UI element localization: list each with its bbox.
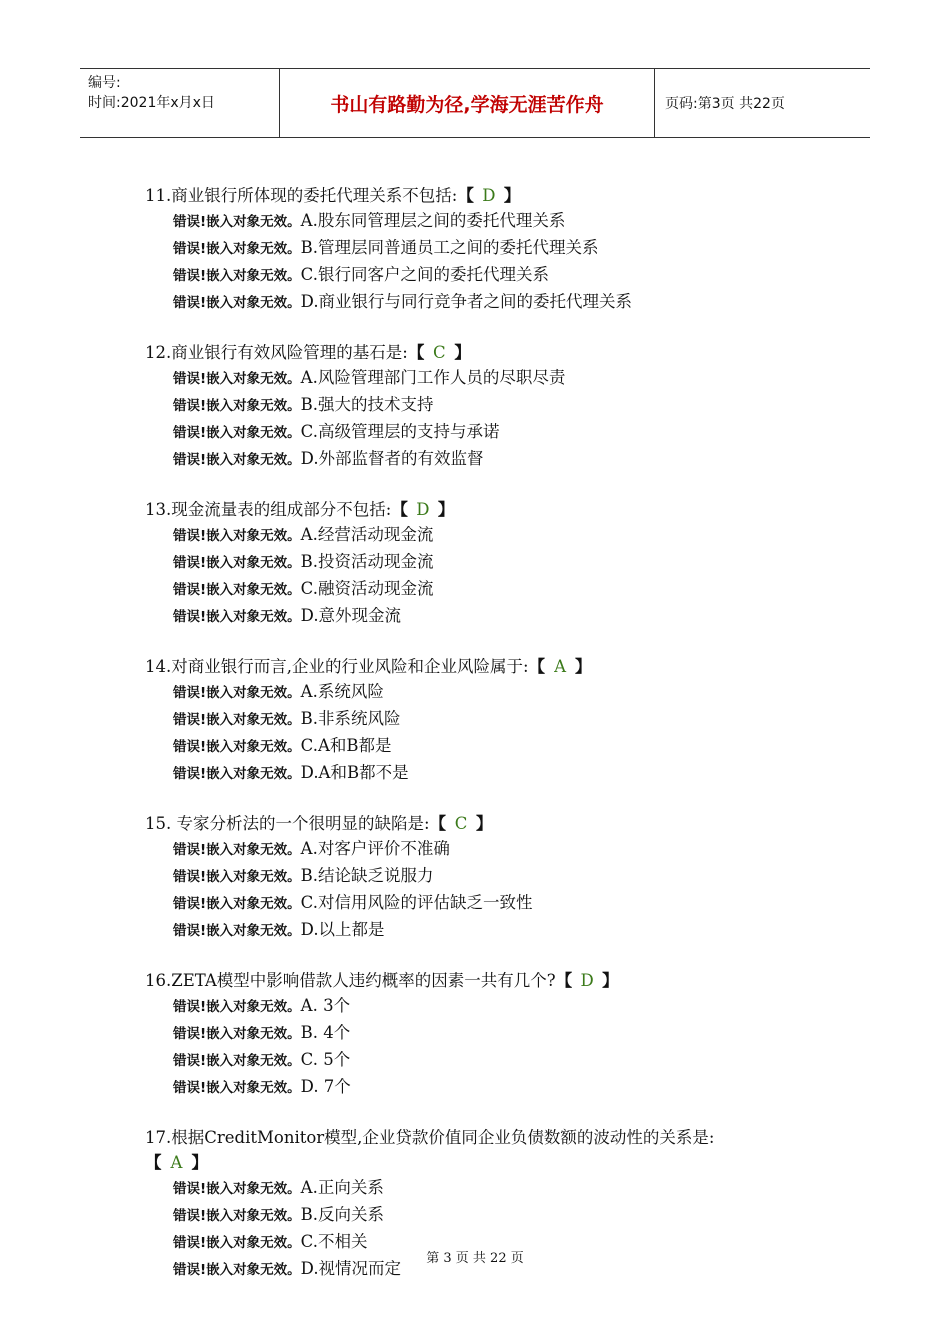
header-page-info: 页码:第3页 共22页	[665, 96, 785, 112]
option-text: A.经营活动现金流	[300, 525, 434, 544]
error-text: 错误!嵌入对象无效。	[173, 1053, 301, 1069]
error-text: 错误!嵌入对象无效。	[173, 1262, 301, 1278]
option-text: B.反向关系	[300, 1205, 385, 1224]
number-label: 编号:	[88, 75, 121, 91]
option	[145, 679, 825, 706]
time-label: 时间:2021年x月x日	[88, 95, 215, 111]
stem-text: 17.根据CreditMonitor模型,企业贷款价值同企业负债数额的波动性的关系是:	[145, 1128, 715, 1147]
answer: A	[554, 657, 566, 676]
bracket-open: 【	[429, 814, 447, 833]
option-text: A.对客户评价不准确	[300, 839, 450, 858]
option	[145, 1175, 825, 1202]
error-text: 错误!嵌入对象无效。	[173, 923, 301, 939]
option-text: B.投资活动现金流	[300, 552, 434, 571]
error-text: 错误!嵌入对象无效。	[173, 739, 301, 755]
bracket-open: 【	[457, 186, 474, 205]
option-text: C.对信用风险的评估缺乏一致性	[300, 893, 533, 912]
bracket-open: 【	[528, 657, 546, 676]
option-text: A.正向关系	[300, 1178, 384, 1197]
bracket-open: 【	[555, 971, 573, 990]
option-text: C.融资活动现金流	[300, 579, 434, 598]
option	[145, 522, 825, 549]
option-text: B.管理层同普通员工之间的委托代理关系	[300, 238, 599, 257]
error-text: 错误!嵌入对象无效。	[173, 766, 301, 782]
question-list	[145, 183, 825, 1307]
header-left-cell	[80, 69, 280, 137]
option	[145, 760, 825, 787]
option	[145, 1074, 825, 1101]
page-footer: 第 3 页 共 22 页	[426, 1251, 524, 1266]
stem-text: 16.ZETA模型中影响借款人违约概率的因素一共有几个?	[145, 971, 556, 990]
option-text: A.系统风险	[300, 682, 384, 701]
error-text: 错误!嵌入对象无效。	[173, 1080, 301, 1096]
error-text: 错误!嵌入对象无效。	[173, 555, 301, 571]
option-text: C.A和B都是	[300, 736, 392, 755]
error-text: 错误!嵌入对象无效。	[173, 1181, 301, 1197]
answer: C	[433, 343, 446, 362]
error-text: 错误!嵌入对象无效。	[173, 1208, 301, 1224]
error-text: 错误!嵌入对象无效。	[173, 241, 301, 257]
option	[145, 733, 825, 760]
option-text: C.不相关	[300, 1232, 368, 1251]
error-text: 错误!嵌入对象无效。	[173, 582, 301, 598]
option	[145, 392, 825, 419]
error-text: 错误!嵌入对象无效。	[173, 712, 301, 728]
answer: C	[454, 814, 468, 833]
question-13	[145, 497, 825, 630]
stem-text: 13.现金流量表的组成部分不包括:	[145, 500, 392, 519]
error-text: 错误!嵌入对象无效。	[173, 842, 301, 858]
answer: D	[416, 500, 430, 519]
bracket-close: 】	[575, 657, 592, 676]
error-text: 错误!嵌入对象无效。	[173, 685, 301, 701]
question-stem	[145, 497, 825, 522]
option-text: B.非系统风险	[300, 709, 401, 728]
bracket-close: 】	[602, 971, 619, 990]
bracket-open: 【	[391, 500, 408, 519]
option	[145, 917, 825, 944]
option	[145, 1202, 825, 1229]
option	[145, 603, 825, 630]
error-text: 错误!嵌入对象无效。	[173, 452, 301, 468]
option	[145, 836, 825, 863]
option	[145, 576, 825, 603]
option	[145, 208, 825, 235]
bracket-open: 【	[145, 1153, 162, 1172]
bracket-close: 】	[191, 1153, 208, 1172]
error-text: 错误!嵌入对象无效。	[173, 268, 301, 284]
question-16	[145, 968, 825, 1101]
option	[145, 1020, 825, 1047]
question-stem	[145, 968, 825, 993]
option-text: D. 7个	[300, 1077, 351, 1096]
question-14	[145, 654, 825, 787]
question-stem	[145, 811, 825, 836]
option	[145, 446, 825, 473]
error-text: 错误!嵌入对象无效。	[173, 295, 301, 311]
option-text: D.以上都是	[300, 920, 385, 939]
answer: D	[482, 186, 496, 205]
option	[145, 289, 825, 316]
stem-text: 15. 专家分析法的一个很明显的缺陷是:	[145, 814, 430, 833]
stem-text: 14.对商业银行而言,企业的行业风险和企业风险属于:	[145, 657, 529, 676]
option-text: D.外部监督者的有效监督	[300, 449, 484, 468]
question-stem	[145, 654, 825, 679]
error-text: 错误!嵌入对象无效。	[173, 1235, 301, 1251]
option	[145, 235, 825, 262]
error-text: 错误!嵌入对象无效。	[173, 425, 301, 441]
bracket-close: 】	[454, 343, 471, 362]
option-text: C.高级管理层的支持与承诺	[300, 422, 500, 441]
error-text: 错误!嵌入对象无效。	[173, 609, 301, 625]
bracket-open: 【	[407, 343, 425, 362]
bracket-close: 】	[476, 814, 493, 833]
error-text: 错误!嵌入对象无效。	[173, 896, 301, 912]
error-text: 错误!嵌入对象无效。	[173, 999, 301, 1015]
option-text: B.强大的技术支持	[300, 395, 434, 414]
question-stem	[145, 340, 825, 365]
error-text: 错误!嵌入对象无效。	[173, 869, 301, 885]
option-text: A. 3个	[300, 996, 351, 1015]
bracket-close: 】	[437, 500, 455, 519]
option-text: A.股东同管理层之间的委托代理关系	[300, 211, 566, 230]
option-text: C. 5个	[300, 1050, 351, 1069]
option	[145, 262, 825, 289]
stem-text: 11.商业银行所体现的委托代理关系不包括:	[145, 186, 458, 205]
option-text: B. 4个	[300, 1023, 351, 1042]
error-text: 错误!嵌入对象无效。	[173, 1026, 301, 1042]
question-12	[145, 340, 825, 473]
option	[145, 419, 825, 446]
option	[145, 706, 825, 733]
answer: A	[170, 1153, 183, 1172]
error-text: 错误!嵌入对象无效。	[173, 214, 301, 230]
option-text: B.结论缺乏说服力	[300, 866, 434, 885]
option-text: D.意外现金流	[300, 606, 402, 625]
error-text: 错误!嵌入对象无效。	[173, 528, 301, 544]
option	[145, 365, 825, 392]
question-11	[145, 183, 825, 316]
header-motto: 书山有路勤为径,学海无涯苦作舟	[280, 69, 655, 137]
page-header	[80, 68, 870, 138]
question-15	[145, 811, 825, 944]
bracket-close: 】	[503, 186, 521, 205]
error-text: 错误!嵌入对象无效。	[173, 371, 301, 387]
option-text: C.银行同客户之间的委托代理关系	[300, 265, 549, 284]
option	[145, 1047, 825, 1074]
stem-text: 12.商业银行有效风险管理的基石是:	[145, 343, 408, 362]
error-text: 错误!嵌入对象无效。	[173, 398, 301, 414]
option	[145, 890, 825, 917]
option-text: D.视情况而定	[300, 1259, 402, 1278]
option	[145, 863, 825, 890]
option-text: D.A和B都不是	[300, 763, 409, 782]
option	[145, 549, 825, 576]
option-text: D.商业银行与同行竞争者之间的委托代理关系	[300, 292, 633, 311]
question-stem	[145, 1125, 825, 1175]
option	[145, 993, 825, 1020]
option-text: A.风险管理部门工作人员的尽职尽责	[300, 368, 566, 387]
question-stem	[145, 183, 825, 208]
answer: D	[580, 971, 594, 990]
